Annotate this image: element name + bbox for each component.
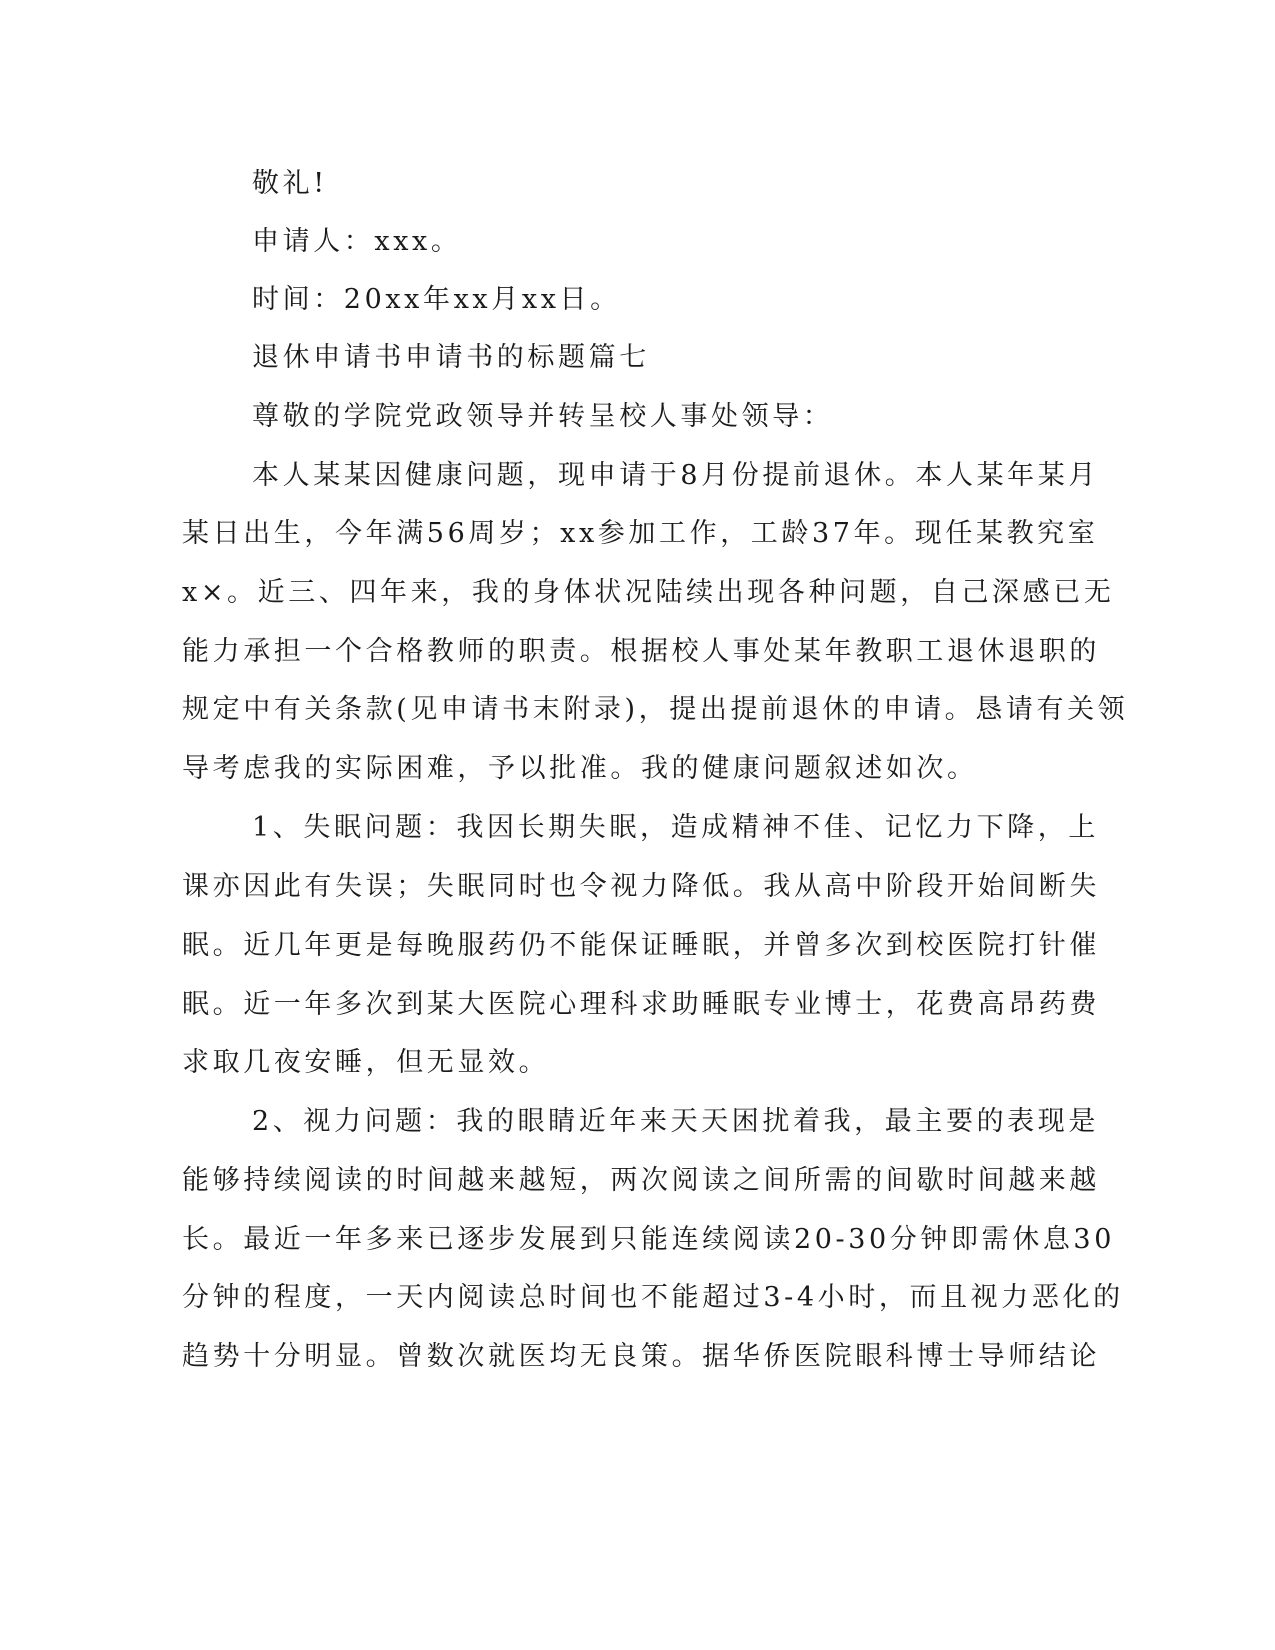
closing-salutation: 敬礼! <box>252 168 328 199</box>
paragraph-line: 求取几夜安睡，但无显效。 <box>182 1047 550 1078</box>
paragraph-line: 能力承担一个合格教师的职责。根据校人事处某年教职工退休退职的 <box>182 636 1100 667</box>
paragraph-line: 课亦因此有失误；失眠同时也令视力降低。我从高中阶段开始间断失 <box>182 871 1100 902</box>
paragraph-line: 规定中有关条款(见申请书末附录)，提出提前退休的申请。恳请有关领 <box>182 694 1129 725</box>
paragraph-line: 本人某某因健康问题，现申请于8月份提前退休。本人某年某月 <box>252 460 1099 491</box>
paragraph-line: 导考虑我的实际困难，予以批准。我的健康问题叙述如次。 <box>182 753 978 784</box>
paragraph-line: 长。最近一年多来已逐步发展到只能连续阅读20-30分钟即需休息30 <box>182 1224 1115 1255</box>
section-heading: 退休申请书申请书的标题篇七 <box>252 342 650 373</box>
paragraph-line: 眠。近几年更是每晚服药仍不能保证睡眠，并曾多次到校医院打针催 <box>182 930 1100 961</box>
paragraph-line: 1、失眠问题：我因长期失眠，造成精神不佳、记忆力下降，上 <box>252 812 1099 843</box>
paragraph-line: 2、视力问题：我的眼睛近年来天天困扰着我，最主要的表现是 <box>252 1106 1099 1137</box>
paragraph-line: 能够持续阅读的时间越来越短，两次阅读之间所需的间歇时间越来越 <box>182 1165 1100 1196</box>
greeting-line: 尊敬的学院党政领导并转呈校人事处领导： <box>252 401 834 432</box>
applicant-line: 申请人：xxx。 <box>252 226 462 257</box>
date-line: 时间：20xx年xx月xx日。 <box>252 284 621 315</box>
paragraph-line: x×。近三、四年来，我的身体状况陆续出现各种问题，自己深感已无 <box>182 577 1115 608</box>
paragraph-line: 趋势十分明显。曾数次就医均无良策。据华侨医院眼科博士导师结论 <box>182 1341 1100 1372</box>
paragraph-line: 眠。近一年多次到某大医院心理科求助睡眠专业博士，花费高昂药费 <box>182 989 1100 1020</box>
paragraph-line: 分钟的程度，一天内阅读总时间也不能超过3-4小时，而且视力恶化的 <box>182 1282 1124 1313</box>
paragraph-line: 某日出生，今年满56周岁；xx参加工作，工龄37年。现任某教究室 <box>182 518 1099 549</box>
